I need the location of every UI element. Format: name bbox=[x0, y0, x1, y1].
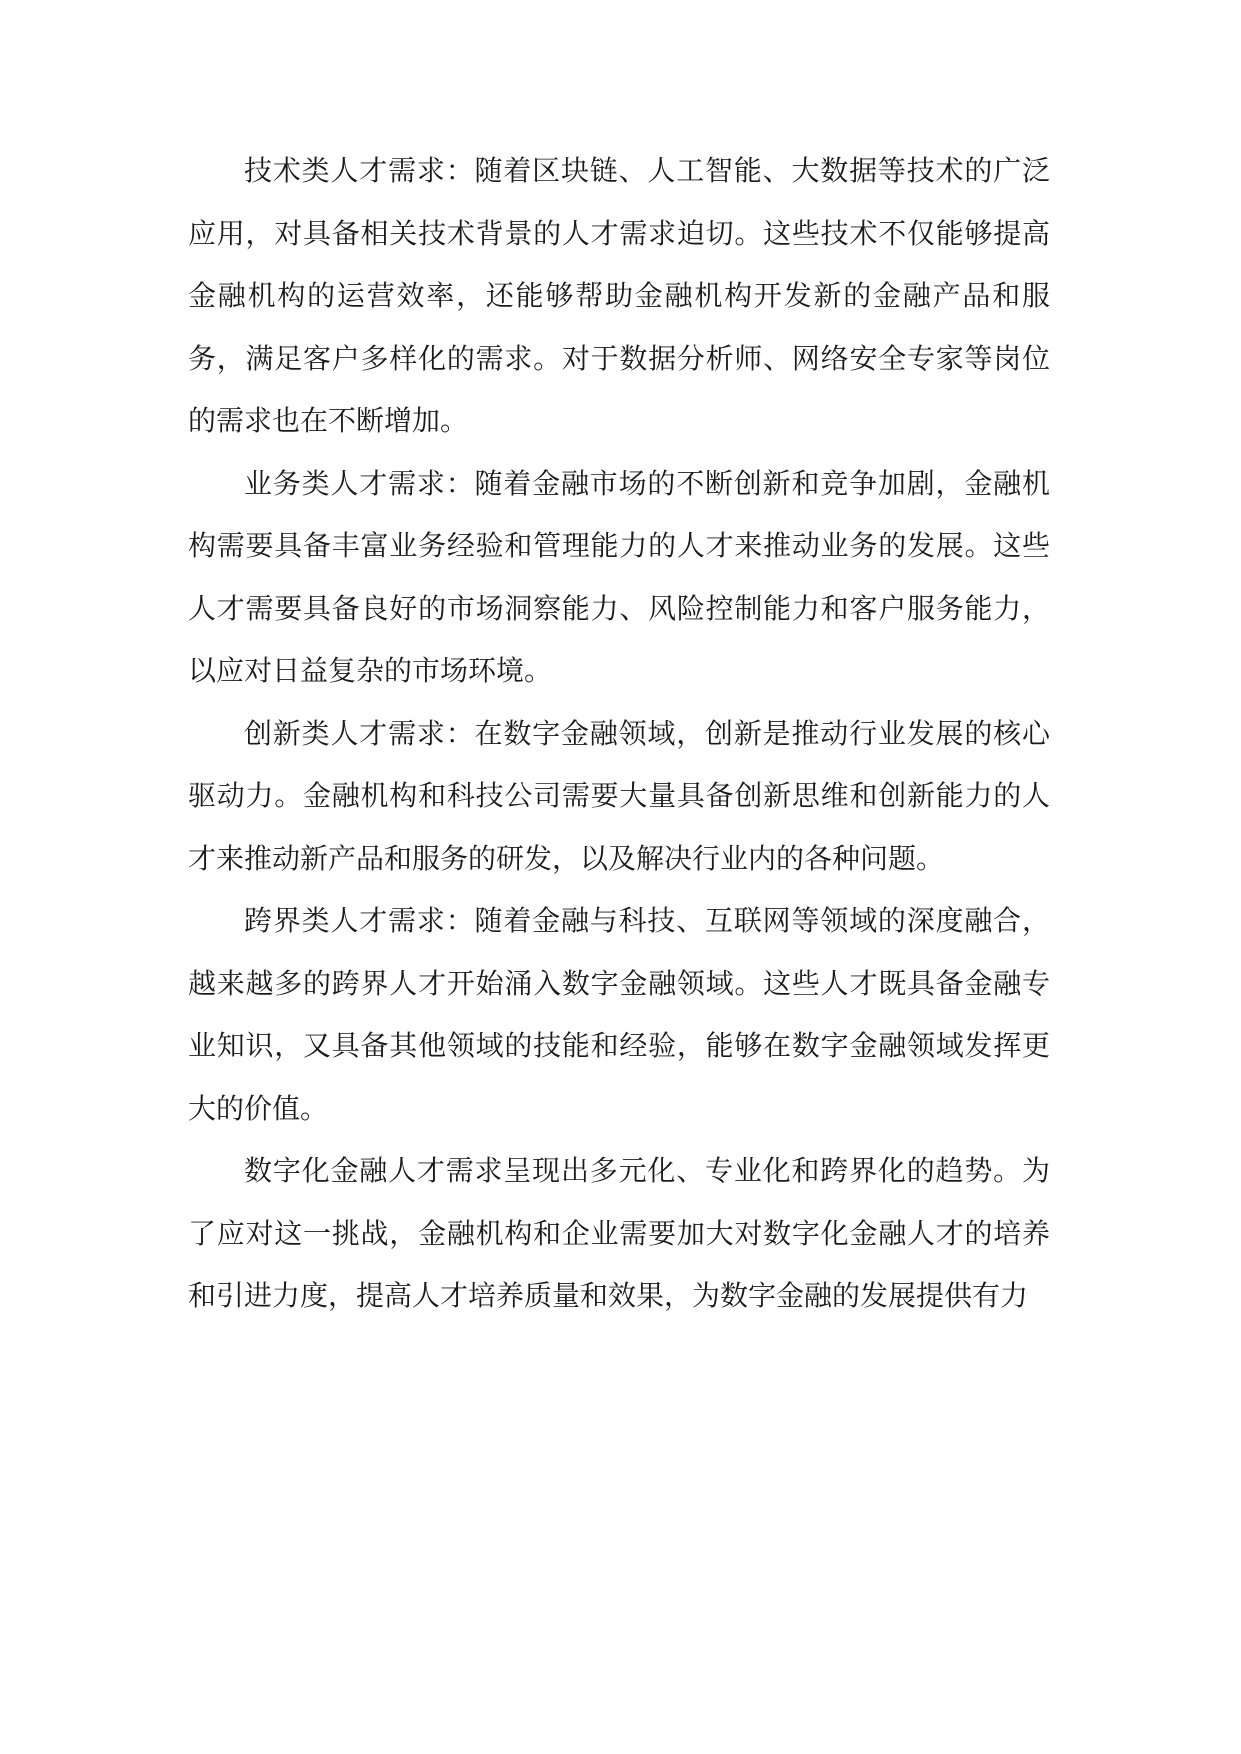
document-body bbox=[188, 140, 1050, 1328]
paragraph-crossover-talent: 跨界类人才需求：随着金融与科技、互联网等领域的深度融合，越来越多的跨界人才开始涌入数字金融领域。这些人才既具备金融专业知识，又具备其他领域的技能和经验，能够在数字金融领域发挥更大的价值。 bbox=[188, 904, 1050, 1125]
paragraph-summary: 数字化金融人才需求呈现出多元化、专业化和跨界化的趋势。为了应对这一挑战，金融机构和企业需要加大对数字化金融人才的培养和引进力度，提高人才培养质量和效果，为数字金融的发展提供有力 bbox=[188, 1154, 1050, 1312]
paragraph-innovation-talent: 创新类人才需求：在数字金融领域，创新是推动行业发展的核心驱动力。金融机构和科技公司需要大量具备创新思维和创新能力的人才来推动新产品和服务的研发，以及解决行业内的各种问题。 bbox=[188, 716, 1050, 875]
paragraph-business-talent: 业务类人才需求：随着金融市场的不断创新和竞争加剧，金融机构需要具备丰富业务经验和管理能力的人才来推动业务的发展。这些人才需要具备良好的市场洞察能力、风险控制能力和客户服务能力，以应对日益复杂的市场环境。 bbox=[188, 466, 1050, 687]
paragraph-tech-talent: 技术类人才需求：随着区块链、人工智能、大数据等技术的广泛应用，对具备相关技术背景的人才需求迫切。这些技术不仅能够提高金融机构的运营效率，还能够帮助金融机构开发新的金融产品和服务，满足客户多样化的需求。对于数据分析师、网络安全专家等岗位的需求也在不断增加。 bbox=[188, 154, 1050, 437]
